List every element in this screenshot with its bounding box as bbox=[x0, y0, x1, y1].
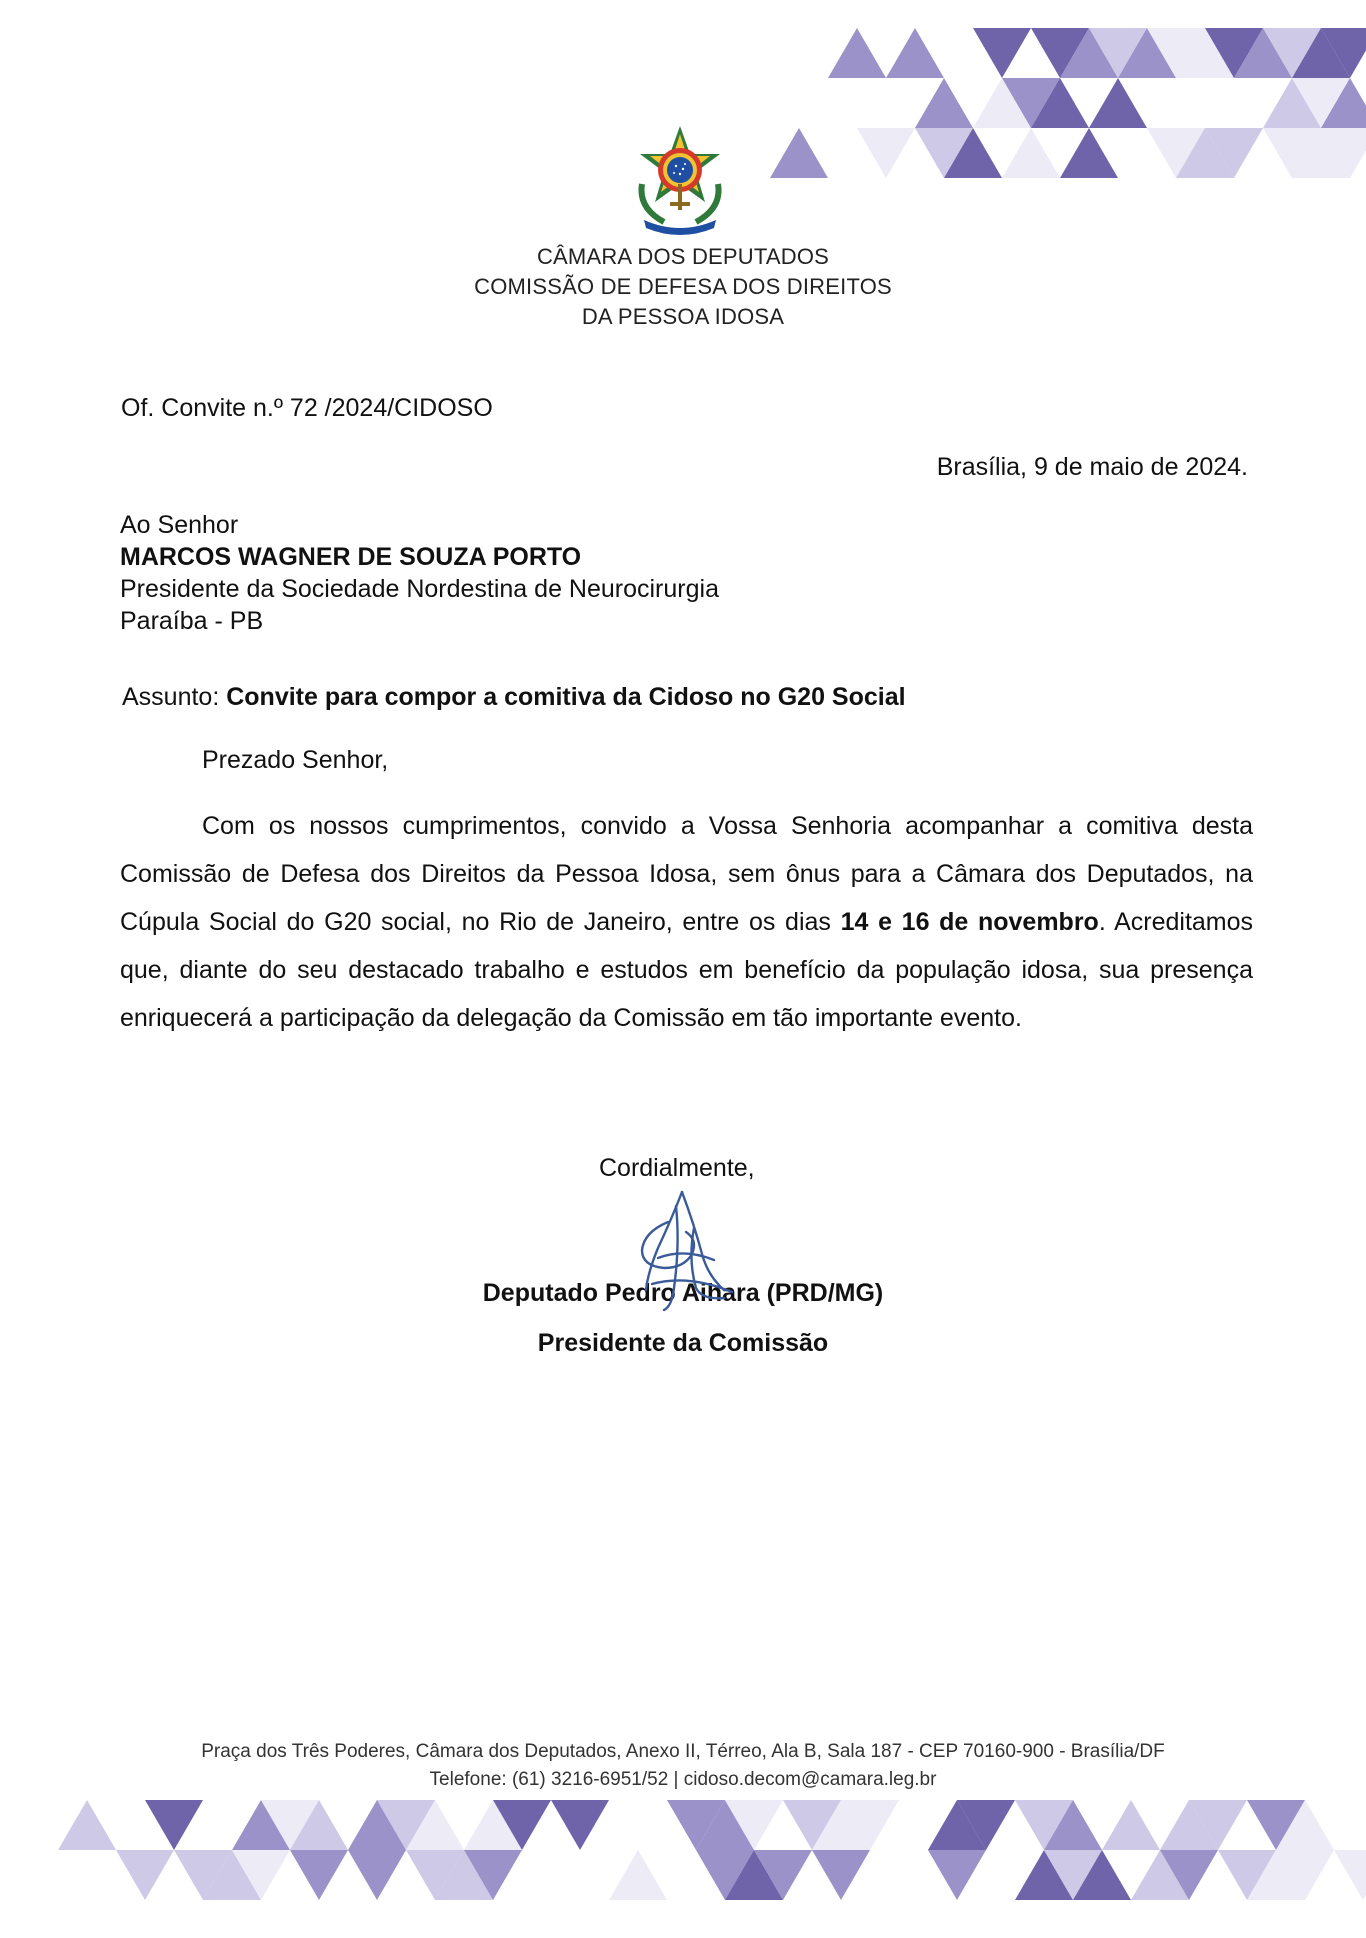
triangle-pattern-bottom bbox=[0, 1800, 1366, 1920]
decorative-triangle bbox=[551, 1800, 609, 1850]
recipient-title: Presidente da Sociedade Nordestina de Neurocirurgia bbox=[120, 575, 719, 603]
decorative-triangle bbox=[812, 1850, 870, 1900]
handwritten-signature bbox=[628, 1188, 740, 1314]
letter-body bbox=[120, 802, 1253, 1042]
closing: Cordialmente, bbox=[599, 1154, 755, 1182]
recipient-name: MARCOS WAGNER DE SOUZA PORTO bbox=[120, 543, 582, 571]
body-text-part2: . Acreditamos que, diante do seu destacado trabalho e estudos em benefício da população idosa, sua presença enriquecerá a participação da delegação da Comissão em tão importante evento. bbox=[120, 908, 1254, 1032]
brasao-da-republica-icon bbox=[628, 124, 732, 240]
letter-reference: Of. Convite n.º 72 /2024/CIDOSO bbox=[121, 394, 493, 422]
signer-name: Deputado Pedro Aihara (PRD/MG) bbox=[482, 1279, 884, 1307]
footer-address: Praça dos Três Poderes, Câmara dos Deputados, Anexo II, Térreo, Ala B, Sala 187 - CEP 70160-900 - Brasília/DF bbox=[201, 1741, 1165, 1762]
decorative-triangle bbox=[915, 78, 973, 128]
org-line-pessoa-idosa: DA PESSOA IDOSA bbox=[581, 304, 785, 329]
decorative-triangle bbox=[770, 128, 828, 178]
decorative-triangle bbox=[928, 1850, 986, 1900]
triangle-pattern-top bbox=[770, 28, 1366, 184]
org-line-comissao: COMISSÃO DE DEFESA DOS DIREITOS bbox=[474, 274, 892, 299]
recipient-salutation: Ao Senhor bbox=[120, 511, 239, 539]
decorative-triangle bbox=[886, 28, 944, 78]
decorative-triangle bbox=[828, 28, 886, 78]
decorative-triangle bbox=[116, 1850, 174, 1900]
decorative-triangle bbox=[348, 1850, 406, 1900]
letter-date: Brasília, 9 de maio de 2024. bbox=[936, 453, 1248, 481]
decorative-triangle bbox=[145, 1800, 203, 1850]
decorative-triangle bbox=[58, 1800, 116, 1850]
decorative-triangle bbox=[1102, 1800, 1160, 1850]
org-line-camara: CÂMARA DOS DEPUTADOS bbox=[536, 244, 830, 269]
decorative-triangle bbox=[973, 28, 1031, 78]
signer-role: Presidente da Comissão bbox=[537, 1329, 829, 1357]
decorative-triangle bbox=[1002, 128, 1060, 178]
recipient-location: Paraíba - PB bbox=[120, 607, 264, 635]
decorative-triangle bbox=[1060, 128, 1118, 178]
body-text-part1: Com os nossos cumprimentos, convido a Vossa Senhoria acompanhar a comitiva desta Comissão de Defesa dos Direitos da Pessoa Idosa, sem ônus para a Câmara dos Deputados, na Cúpula Social do G20 social, no Rio de Janeiro, entre os dias bbox=[120, 812, 1253, 936]
subject-label: Assunto: bbox=[122, 683, 227, 711]
subject-line bbox=[122, 682, 906, 713]
decorative-triangle bbox=[1334, 1850, 1366, 1900]
footer-contact: Telefone: (61) 3216-6951/52 | cidoso.decom@camara.leg.br bbox=[429, 1769, 937, 1790]
subject-text: Convite para compor a comitiva da Cidoso no G20 Social bbox=[226, 683, 906, 711]
greeting: Prezado Senhor, bbox=[202, 746, 389, 774]
body-dates-bold: 14 e 16 de novembro bbox=[840, 908, 1099, 936]
decorative-triangle bbox=[857, 128, 915, 178]
decorative-triangle bbox=[609, 1850, 667, 1900]
decorative-triangle bbox=[290, 1850, 348, 1900]
decorative-triangle bbox=[1089, 78, 1147, 128]
